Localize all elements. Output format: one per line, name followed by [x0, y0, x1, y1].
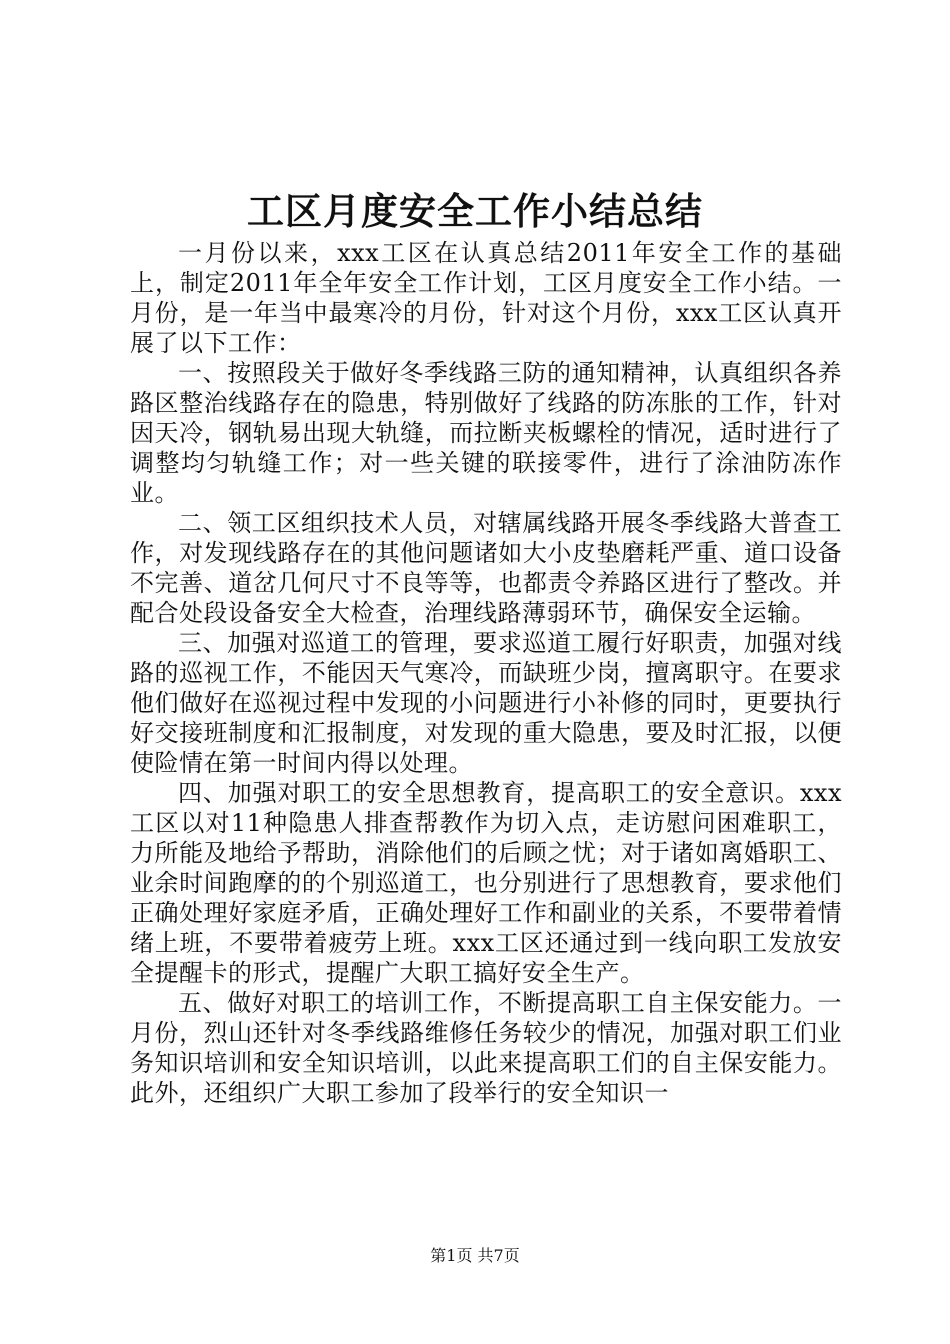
paragraph-item-5: 五、做好对职工的培训工作，不断提高职工自主保安能力。一月份，烈山还针对冬季线路维修任务较少的情况，加强对职工们业务知识培训和安全知识培训，以此来提高职工们的自主保安能力。此外，还组织广大职工参加了段举行的安全知识一: [130, 989, 842, 1107]
document-title: 工区月度安全工作小结总结: [247, 189, 703, 233]
paragraph-item-2: 二、领工区组织技术人员，对辖属线路开展冬季线路大普查工作，对发现线路存在的其他问题诸如大小皮垫磨耗严重、道口设备不完善、道岔几何尺寸不良等等，也都责令养路区进行了整改。并配合处段设备安全大检查，治理线路薄弱环节，确保安全运输。: [130, 509, 842, 627]
paragraph-item-1: 一、按照段关于做好冬季线路三防的通知精神，认真组织各养路区整治线路存在的隐患，特别做好了线路的防冻胀的工作，针对因天冷，钢轨易出现大轨缝，而拉断夹板螺栓的情况，适时进行了调整均匀轨缝工作；对一些关键的联接零件，进行了涂油防冻作业。: [130, 359, 842, 507]
paragraph-intro: 一月份以来，xxx工区在认真总结2011年安全工作的基础上，制定2011年全年安全工作计划，工区月度安全工作小结。一月份，是一年当中最寒冷的月份，针对这个月份，xxx工区认真开展了以下工作：: [130, 239, 842, 357]
document-body: [130, 238, 842, 1108]
page-number-footer: 第1页 共7页: [430, 1246, 520, 1265]
paragraph-item-4: 四、加强对职工的安全思想教育，提高职工的安全意识。xxx工区以对11种隐患人排查帮教作为切入点，走访慰问困难职工，力所能及地给予帮助，消除他们的后顾之忧；对于诸如离婚职工、业余时间跑摩的的个别巡道工，也分别进行了思想教育，要求他们正确处理好家庭矛盾，正确处理好工作和副业的关系，不要带着情绪上班，不要带着疲劳上班。xxx工区还通过到一线向职工发放安全提醒卡的形式，提醒广大职工搞好安全生产。: [130, 779, 842, 987]
paragraph-item-3: 三、加强对巡道工的管理，要求巡道工履行好职责，加强对线路的巡视工作，不能因天气寒冷，而缺班少岗，擅离职守。在要求他们做好在巡视过程中发现的小问题进行小补修的同时，更要执行好交接班制度和汇报制度，对发现的重大隐患，要及时汇报，以便使险情在第一时间内得以处理。: [130, 629, 842, 777]
